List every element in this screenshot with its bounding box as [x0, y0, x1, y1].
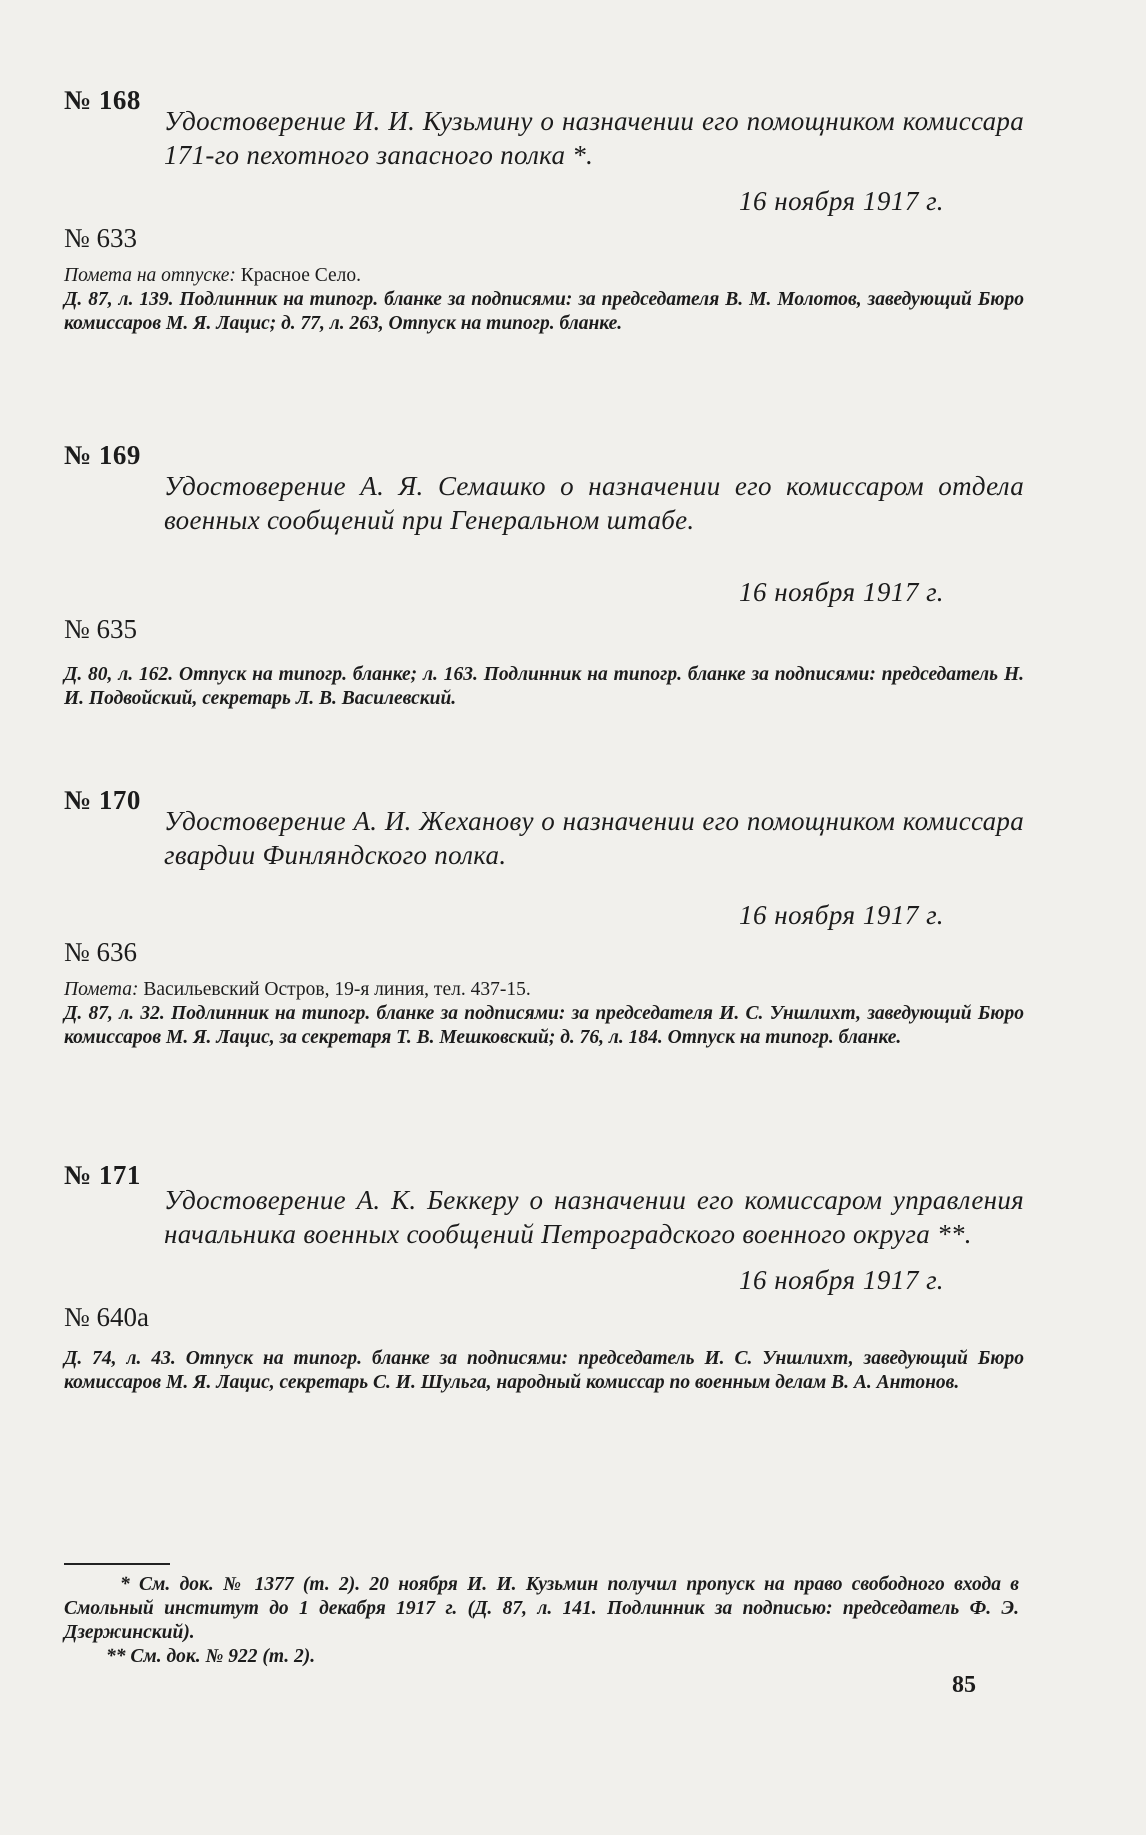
document-number: № 169 [64, 440, 141, 470]
document-date: 16 ноября 1917 г. [738, 577, 944, 607]
document-title: Удостоверение А. К. Беккеру о назначении его комиссаром управления начальника военных сообщений Петроградского военного округа **. [164, 1185, 1024, 1249]
document-170 [64, 785, 1024, 1050]
document-number: № 168 [64, 85, 141, 115]
document-date: 16 ноября 1917 г. [738, 1265, 944, 1295]
document-168 [64, 85, 1024, 336]
document-number: № 170 [64, 785, 141, 815]
archive-note [64, 264, 1024, 336]
document-171 [64, 1160, 1024, 1395]
note-text: Д. 74, л. 43. Отпуск на типогр. бланке за подписями: председатель И. С. Уншлихт, заведующий Бюро комиссаров М. Я. Лацис, секретарь С. И. Шульга, народный комиссар по военным делам В. А. Антонов. [64, 1348, 1024, 1393]
archive-note [64, 1347, 1024, 1395]
registry-number: № 640а [64, 1302, 149, 1332]
page-number: 85 [952, 1672, 976, 1698]
footnotes [64, 1573, 1019, 1669]
document-title: Удостоверение А. И. Жеханову о назначении его помощником комиссара гвардии Финляндского полка. [164, 806, 1024, 870]
archive-note [64, 663, 1024, 711]
note-label: Помета на отпуске: [64, 265, 236, 286]
document-title: Удостоверение И. И. Кузьмину о назначении его помощником комиссара 171-го пехотного запасного полка *. [164, 106, 1024, 170]
footnote-2: ** См. док. № 922 (т. 2). [106, 1646, 316, 1667]
document-number: № 171 [64, 1160, 141, 1190]
registry-number: № 633 [64, 223, 138, 253]
registry-number: № 636 [64, 937, 138, 967]
document-date: 16 ноября 1917 г. [738, 186, 944, 216]
footnote-1: * См. док. № 1377 (т. 2). 20 ноября И. И. Кузьмин получил пропуск на право свободного входа в Смольный институт до 1 декабря 1917 г. (Д. 87, л. 141. Подлинник за подписью: председатель Ф. Э. Дзержинский). [64, 1574, 1019, 1643]
note-text: Д. 87, л. 139. Подлинник на типогр. бланке за подписями: за председателя В. М. Молотов, заведующий Бюро комиссаров М. Я. Лацис; д. 77, л. 263, Отпуск на типогр. бланке. [64, 289, 1024, 334]
note-text: Д. 87, л. 32. Подлинник на типогр. бланке за подписями: за председателя И. С. Уншлихт, заведующий Бюро комиссаров М. Я. Лацис, за секретаря Т. В. Мешковский; д. 76, л. 184. Отпуск на типогр. бланке. [64, 1003, 1024, 1048]
note-label: Помета: [64, 979, 139, 1000]
document-169 [64, 440, 1024, 711]
note-text: Д. 80, л. 162. Отпуск на типогр. бланке; л. 163. Подлинник на типогр. бланке за подписями: председатель Н. И. Подвойский, секретарь Л. В. Василевский. [64, 664, 1024, 709]
registry-number: № 635 [64, 614, 138, 644]
note-label-value: Васильевский Остров, 19-я линия, тел. 437-15. [138, 979, 531, 1000]
document-title: Удостоверение А. Я. Семашко о назначении его комиссаром отдела военных сообщений при Генеральном штабе. [164, 471, 1024, 535]
footnote-divider [64, 1563, 170, 1565]
note-label-value: Красное Село. [235, 265, 362, 286]
archive-note [64, 978, 1024, 1050]
document-date: 16 ноября 1917 г. [738, 900, 944, 930]
